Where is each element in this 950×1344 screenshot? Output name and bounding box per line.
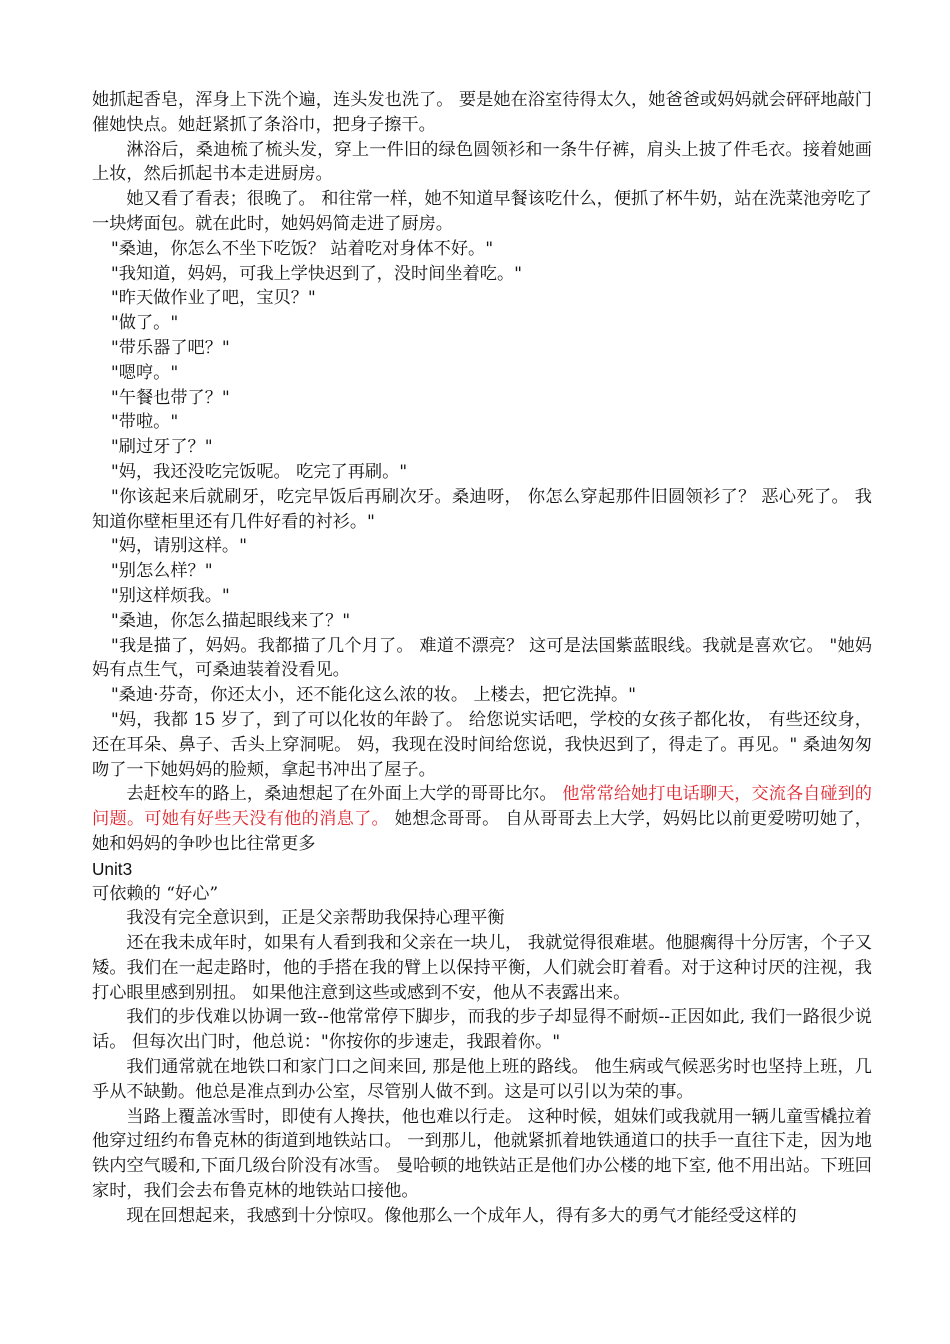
paragraph: 现在回想起来，我感到十分惊叹。像他那么一个成年人，得有多大的勇气才能经受这样的 xyxy=(126,1205,797,1226)
dialogue-line: "我是描了，妈妈。我都描了几个月了。 难道不漂亮？ 这可是法国紫蓝眼线。我就是喜欢它。 "她妈妈有点生气，可桑迪装着没看见。 xyxy=(92,635,872,681)
highlighted-text: 他常常给她打电话聊天，交流各自碰到的问题。可她有好些天没有他的消息了。 xyxy=(92,784,872,830)
dialogue-line: "我知道，妈妈，可我上学快迟到了，没时间坐着吃。" xyxy=(110,263,523,284)
dialogue-line: "昨天做作业了吧，宝贝？" xyxy=(110,288,316,309)
dialogue-line: "带乐器了吧？" xyxy=(110,337,230,358)
unit-title: 可依赖的 “好心” xyxy=(92,883,219,904)
dialogue-line: "妈，请别这样。" xyxy=(110,536,248,557)
dialogue-line: "桑迪，你怎么描起眼线来了？" xyxy=(110,610,351,631)
dialogue-line: "做了。" xyxy=(110,313,179,334)
dialogue-line: "桑迪·芬奇，你还太小，还不能化这么浓的妆。 上楼去，把它洗掉。" xyxy=(110,685,637,706)
dialogue-line: "别这样烦我。" xyxy=(110,585,230,606)
paragraph-text: 去赶校车的路上，桑迪想起了在外面上大学的哥哥比尔。 xyxy=(126,784,563,805)
dialogue-line: "嗯哼。" xyxy=(110,362,179,383)
dialogue-line: "桑迪，你怎么不坐下吃饭？ 站着吃对身体不好。" xyxy=(110,238,494,259)
paragraph-with-highlight xyxy=(92,782,872,856)
dialogue-line: "你该起来后就刷牙，吃完早饭后再刷次牙。桑迪呀， 你怎么穿起那件旧圆领衫了？ 恶心死了。 我知道你壁柜里还有几件好看的衬衫。" xyxy=(92,486,872,532)
dialogue-line: "别怎么样？" xyxy=(110,561,213,582)
paragraph-text: 她想念哥哥。 自从哥哥去上大学，妈妈比以前更爱唠叨她了，她和妈妈的争吵也比往常更多 xyxy=(92,809,872,854)
paragraph: 我们通常就在地铁口和家门口之间来回, 那是他上班的路线。 他生病或气候恶劣时也坚持上班，几乎从不缺勤。他总是准点到办公室，尽管别人做不到。这是可以引以为荣的事。 xyxy=(92,1057,872,1102)
paragraph: 我们的步伐难以协调一致--他常常停下脚步，而我的步子却显得不耐烦--正因如此, 我们一路很少说话。 但每次出门时，他总说："你按你的步速走，我跟着你。" xyxy=(92,1007,872,1053)
paragraph: 还在我未成年时，如果有人看到我和父亲在一块儿， 我就觉得很难堪。他腿瘸得十分厉害，个子又矮。我们在一起走路时，他的手搭在我的臂上以保持平衡，人们就会盯着看。对于这种讨厌的注视，我打心眼里感到别扭。 如果他注意到这些或感到不安，他从不表露出来。 xyxy=(92,933,872,1003)
paragraph: 她抓起香皂，浑身上下洗个遍，连头发也洗了。 要是她在浴室待得太久，她爸爸或妈妈就会砰砰地敲门催她快点。她赶紧抓了条浴巾，把身子擦干。 xyxy=(92,90,872,135)
dialogue-line: "带啦。" xyxy=(110,412,179,433)
paragraph: 当路上覆盖冰雪时，即使有人搀扶，他也难以行走。 这种时候，姐妹们或我就用一辆儿童雪橇拉着他穿过纽约布鲁克林的街道到地铁站口。 一到那儿，他就紧抓着地铁通道口的扶手一直往下走，因为地铁内空气暖和,下面几级台阶没有冰雪。 曼哈顿的地铁站正是他们办公楼的地下室, 他不用出站。下班回家时，我们会去布鲁克林的地铁站口接他。 xyxy=(92,1106,872,1202)
paragraph: 她又看了看表；很晚了。 和往常一样，她不知道早餐该吃什么，便抓了杯牛奶，站在洗菜池旁吃了一块烤面包。就在此时，她妈妈简走进了厨房。 xyxy=(92,189,872,234)
dialogue-line: "妈，我都 15 岁了，到了可以化妆的年龄了。 给您说实话吧，学校的女孩子都化妆， 有些还纹身，还在耳朵、鼻子、舌头上穿洞呢。 妈，我现在没时间给您说，我快迟到了，得走了。再见。" 桑迪匆匆吻了一下她妈妈的脸颊，拿起书冲出了屋子。 xyxy=(92,709,872,780)
paragraph: 我没有完全意识到，正是父亲帮助我保持心理平衡 xyxy=(126,908,505,929)
unit-heading: Unit3 xyxy=(92,858,133,879)
paragraph: 淋浴后，桑迪梳了梳头发，穿上一件旧的绿色圆领衫和一条牛仔裤，肩头上披了件毛衣。接着她画上妆，然后抓起书本走进厨房。 xyxy=(92,139,872,185)
dialogue-line: "妈，我还没吃完饭呢。 吃完了再刷。" xyxy=(110,461,408,482)
document-page xyxy=(92,88,872,1229)
dialogue-line: "刷过牙了？" xyxy=(110,437,213,458)
dialogue-line: "午餐也带了？" xyxy=(110,387,230,408)
